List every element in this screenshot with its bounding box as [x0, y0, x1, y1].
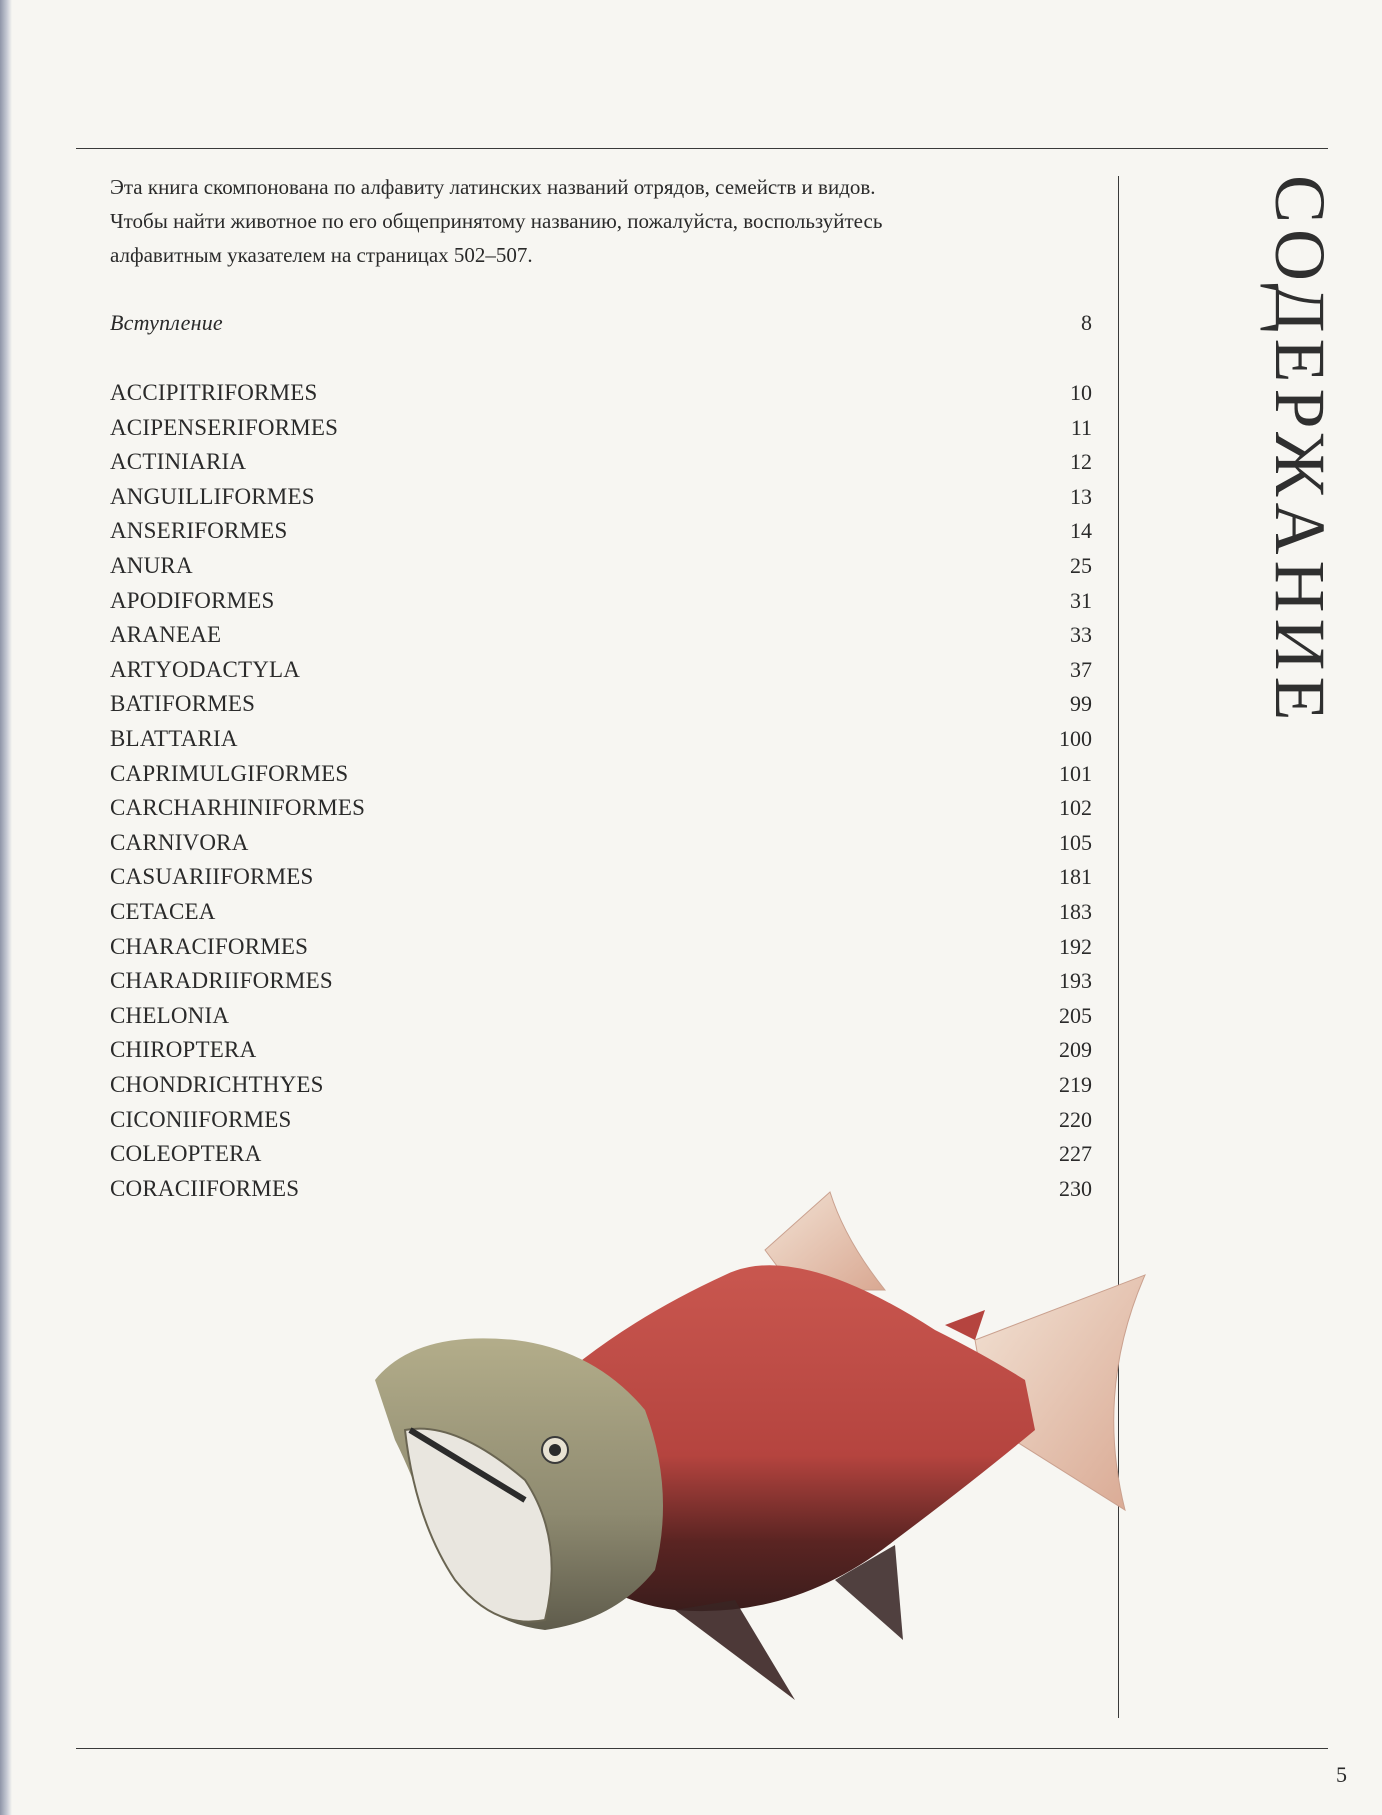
toc-label: CHELONIA	[110, 1002, 230, 1028]
toc-page: 11	[1070, 414, 1092, 440]
toc-row[interactable]	[110, 864, 1092, 898]
toc-label: ACIPENSERIFORMES	[110, 414, 339, 440]
toc-page: 209	[1059, 1037, 1092, 1063]
toc-page: 227	[1059, 1141, 1092, 1167]
toc-page: 193	[1059, 968, 1092, 994]
toc-row[interactable]	[110, 415, 1092, 449]
toc-row[interactable]	[110, 899, 1092, 933]
intro-line: алфавитным указателем на страницах 502–507.	[110, 243, 533, 267]
toc-page: 181	[1059, 864, 1092, 890]
toc-label: ARTYODACTYLA	[110, 656, 301, 682]
toc-row[interactable]	[110, 934, 1092, 968]
toc-row[interactable]	[110, 691, 1092, 725]
toc-row[interactable]	[110, 588, 1092, 622]
salmon-illustration	[375, 1180, 1155, 1720]
toc-label: CICONIIFORMES	[110, 1106, 292, 1132]
toc-label: CHARADRIIFORMES	[110, 968, 333, 994]
toc-page: 99	[1070, 691, 1092, 717]
toc-row[interactable]	[110, 1107, 1092, 1141]
toc-label: ANURA	[110, 553, 193, 578]
toc-page: 12	[1070, 449, 1092, 475]
page-edge-shadow	[0, 0, 12, 1815]
toc-page: 37	[1070, 656, 1092, 682]
toc-page: 13	[1070, 483, 1092, 509]
toc-row[interactable]	[110, 518, 1092, 552]
toc-page: 230	[1059, 1175, 1092, 1201]
toc-row[interactable]	[110, 726, 1092, 760]
toc-row[interactable]	[110, 553, 1092, 587]
toc-label: CHONDRICHTHYES	[110, 1072, 324, 1097]
toc-row[interactable]	[110, 622, 1092, 656]
section-title-text: СОДЕРЖАНИЕ	[1260, 175, 1340, 727]
toc-row[interactable]	[110, 380, 1092, 414]
toc-page: 183	[1059, 899, 1092, 924]
toc-page: 220	[1059, 1106, 1092, 1132]
top-rule	[76, 148, 1328, 149]
toc-row[interactable]	[110, 1072, 1092, 1106]
toc-label: CARCHARHINIFORMES	[110, 795, 366, 821]
toc-label: CHARACIFORMES	[110, 933, 309, 959]
toc-row[interactable]	[110, 484, 1092, 518]
bottom-rule	[76, 1748, 1328, 1749]
intro-paragraph	[110, 170, 1070, 272]
toc-label: COLEOPTERA	[110, 1141, 262, 1167]
toc-label: ANSERIFORMES	[110, 518, 288, 544]
toc-label: CORACIIFORMES	[110, 1175, 300, 1201]
page-number: 5	[1336, 1762, 1347, 1787]
toc-page: 14	[1070, 518, 1092, 544]
toc-page: 101	[1059, 760, 1092, 786]
toc-label: CASUARIIFORMES	[110, 864, 314, 890]
toc-label: CETACEA	[110, 899, 216, 924]
toc-page: 8	[1081, 310, 1092, 335]
toc-label: BATIFORMES	[110, 691, 256, 717]
toc-row[interactable]	[110, 761, 1092, 795]
toc-row[interactable]	[110, 968, 1092, 1002]
toc-label: APODIFORMES	[110, 587, 275, 613]
toc-row[interactable]	[110, 1037, 1092, 1071]
toc-row[interactable]	[110, 657, 1092, 691]
toc-page: 205	[1059, 1002, 1092, 1028]
toc-page: 219	[1059, 1072, 1092, 1097]
toc-page: 102	[1059, 795, 1092, 821]
toc-row[interactable]	[110, 1003, 1092, 1037]
toc-row[interactable]	[110, 1141, 1092, 1175]
toc-row-introduction[interactable]	[110, 310, 1092, 344]
toc-page: 100	[1059, 726, 1092, 751]
toc-page: 10	[1070, 380, 1092, 405]
toc-row[interactable]	[110, 449, 1092, 483]
toc-label: ACTINIARIA	[110, 449, 247, 475]
toc-row[interactable]	[110, 830, 1092, 864]
toc-row[interactable]	[110, 795, 1092, 829]
toc-label: CHIROPTERA	[110, 1037, 257, 1063]
toc-label: ARANEAE	[110, 622, 222, 648]
toc-page: 192	[1059, 933, 1092, 959]
toc-page: 33	[1070, 622, 1092, 648]
toc-page: 105	[1059, 829, 1092, 855]
toc-label: CARNIVORA	[110, 829, 249, 855]
toc-label: ACCIPITRIFORMES	[110, 380, 318, 405]
toc-label: CAPRIMULGIFORMES	[110, 760, 349, 786]
intro-line: Эта книга скомпонована по алфавиту латинских названий отрядов, семейств и видов.	[110, 175, 876, 199]
toc-label: BLATTARIA	[110, 726, 238, 751]
toc-label: Вступление	[110, 310, 223, 335]
section-title	[1262, 175, 1338, 735]
intro-line: Чтобы найти животное по его общепринятому названию, пожалуйста, воспользуйтесь	[110, 209, 883, 233]
toc-page: 25	[1070, 553, 1092, 578]
toc-page: 31	[1070, 587, 1092, 613]
toc-label: ANGUILLIFORMES	[110, 483, 315, 509]
